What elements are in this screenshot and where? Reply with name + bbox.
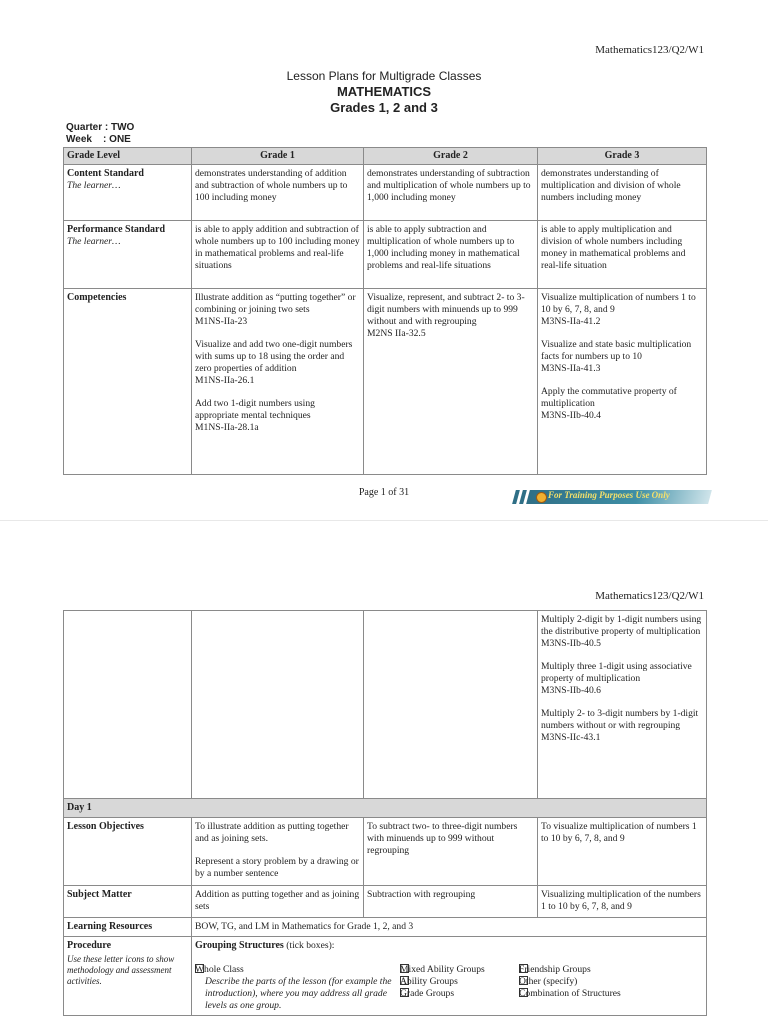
content-standard-g1: demonstrates understanding of addition and subtraction of whole numbers up to 100 including money [192,165,364,221]
learning-resources-label: Learning Resources [64,918,192,937]
lesson-objectives-g3: To visualize multiplication of numbers 1 to 10 by 6, 7, 8, and 9 [538,818,707,886]
competency-text: Multiply three 1-digit using associative property of multiplication [541,661,692,684]
option-label: Other (specify) [519,976,578,987]
content-standard-row [64,165,707,221]
header-grade-level: Grade Level [64,148,192,165]
standards-table [63,147,707,475]
learning-resources-row [64,918,707,937]
option-label: Friendship Groups [519,964,591,975]
competency-code: M3NS-IIb-40.5 [541,638,601,649]
competency-text: Apply the commutative property of multiplication [541,386,677,409]
header-grade-1: Grade 1 [192,148,364,165]
deped-logo-icon [536,492,547,503]
grouping-options [195,952,703,1012]
competencies-g3-continued [538,611,707,799]
performance-standard-g3: is able to apply multiplication and division of whole numbers including money in mathematical problems and real-life situation [538,221,707,289]
option-label: Mixed Ability Groups [400,964,485,975]
learning-resources-value: BOW, TG, and LM in Mathematics for Grade 1, 2, and 3 [192,918,707,937]
competency-code: M1NS-IIa-28.1a [195,422,259,433]
competency-text: Visualize and state basic multiplication facts for numbers up to 10 [541,339,692,362]
content-standard-sub: The learner… [67,180,121,191]
competency-code: M3NS-IIb-40.6 [541,685,601,696]
page-number: Page 1 of 31 [358,487,410,498]
competency-code: M1NS-IIa-23 [195,316,248,327]
competency-text: Multiply 2-digit by 1-digit numbers using the distributive property of multiplication [541,614,702,637]
grouping-structures-hint: (tick boxes): [283,940,335,951]
lesson-objectives-label: Lesson Objectives [64,818,192,886]
competency-text: Add two 1-digit numbers using appropriate mental techniques [195,398,315,421]
header-grade-3: Grade 3 [538,148,707,165]
lesson-objectives-row [64,818,707,886]
day-row [64,799,707,818]
content-standard-g3: demonstrates understanding of multiplication and division of whole numbers including money [538,165,707,221]
banner-text: For Training Purposes Use Only [548,490,670,500]
doc-subject: MATHEMATICS [336,84,432,99]
procedure-row [64,937,707,1016]
competency-code: M3NS-IIa-41.2 [541,316,601,327]
competency-text: Illustrate addition as “putting together” or combining or joining two sets [195,292,356,315]
objective-text: To illustrate addition as putting together and as joining sets. [195,821,349,844]
competencies-g2 [364,289,538,475]
competency-code: M1NS-IIa-26.1 [195,375,255,386]
procedure-label: Procedure [67,940,112,951]
option-label: Combination of Structures [519,988,621,999]
subject-matter-row [64,886,707,918]
competency-text: Multiply 2- to 3-digit numbers by 1-digit numbers without or with regrouping [541,708,699,731]
title-block [0,68,768,116]
training-banner [510,488,710,506]
subject-matter-label: Subject Matter [64,886,192,918]
lesson-objectives-g1 [192,818,364,886]
competencies-continued-row [64,611,707,799]
table-header-row [64,148,707,165]
performance-standard-row [64,221,707,289]
option-label: Grade Groups [400,988,455,999]
lesson-objectives-g2: To subtract two- to three-digit numbers with minuends up to 999 without regrouping [364,818,538,886]
performance-standard-label-cell [64,221,192,289]
performance-standard-sub: The learner… [67,236,121,247]
page-2 [0,520,768,1025]
competency-text: Visualize, represent, and subtract 2- to 3-digit numbers with minuends up to 999 without and with regrouping [367,292,525,327]
performance-standard-g2: is able to apply subtraction and multiplication of whole numbers up to 1,000 including money in mathematical problems and real-life situations [364,221,538,289]
subject-matter-g1: Addition as putting together and as joining sets [192,886,364,918]
procedure-label-cell [64,937,192,1016]
content-standard-label: Content Standard [67,168,144,179]
grouping-structures-cell [192,937,707,1016]
performance-standard-g1: is able to apply addition and subtraction of whole numbers up to 100 including money in mathematical problems and real-life situations [192,221,364,289]
whole-class-note: Describe the parts of the lesson (for example the introduction), where you may address all grade levels as one group. [205,976,392,1011]
subject-matter-g3: Visualizing multiplication of the numbers 1 to 10 by 6, 7, 8, and 9 [538,886,707,918]
header-grade-2: Grade 2 [364,148,538,165]
option-label: Whole Class [195,964,244,975]
document-code: Mathematics123/Q2/W1 [595,590,704,602]
procedure-note: Use these letter icons to show methodology and assessment activities. [67,954,175,986]
quarter-label: Quarter : TWO [66,122,135,133]
competency-code: M3NS-IIb-40.4 [541,410,601,421]
competencies-row [64,289,707,475]
competency-text: Visualize and add two one-digit numbers with sums up to 18 using the order and zero properties of addition [195,339,353,374]
quarter-week [66,122,134,146]
doc-title: Lesson Plans for Multigrade Classes [286,69,482,83]
doc-grades: Grades 1, 2 and 3 [330,100,438,115]
competency-code: M3NS-IIa-41.3 [541,363,601,374]
lesson-table [63,610,707,1016]
competencies-label: Competencies [64,289,192,475]
competency-text: Visualize multiplication of numbers 1 to 10 by 6, 7, 8, and 9 [541,292,696,315]
performance-standard-label: Performance Standard [67,224,166,235]
grouping-structures-label: Grouping Structures [195,940,284,951]
document-code: Mathematics123/Q2/W1 [595,44,704,56]
week-label: Week : ONE [66,134,131,145]
content-standard-g2: demonstrates understanding of subtraction and multiplication of whole numbers up to 1,000 including money [364,165,538,221]
competencies-g3 [538,289,707,475]
objective-text: Represent a story problem by a drawing or by a number sentence [195,856,359,879]
day-label: Day 1 [64,799,707,818]
competency-code: M3NS-IIc-43.1 [541,732,601,743]
content-standard-label-cell [64,165,192,221]
subject-matter-g2: Subtraction with regrouping [364,886,538,918]
option-label: Ability Groups [400,976,458,987]
competencies-g1 [192,289,364,475]
competency-code: M2NS IIa-32.5 [367,328,426,339]
